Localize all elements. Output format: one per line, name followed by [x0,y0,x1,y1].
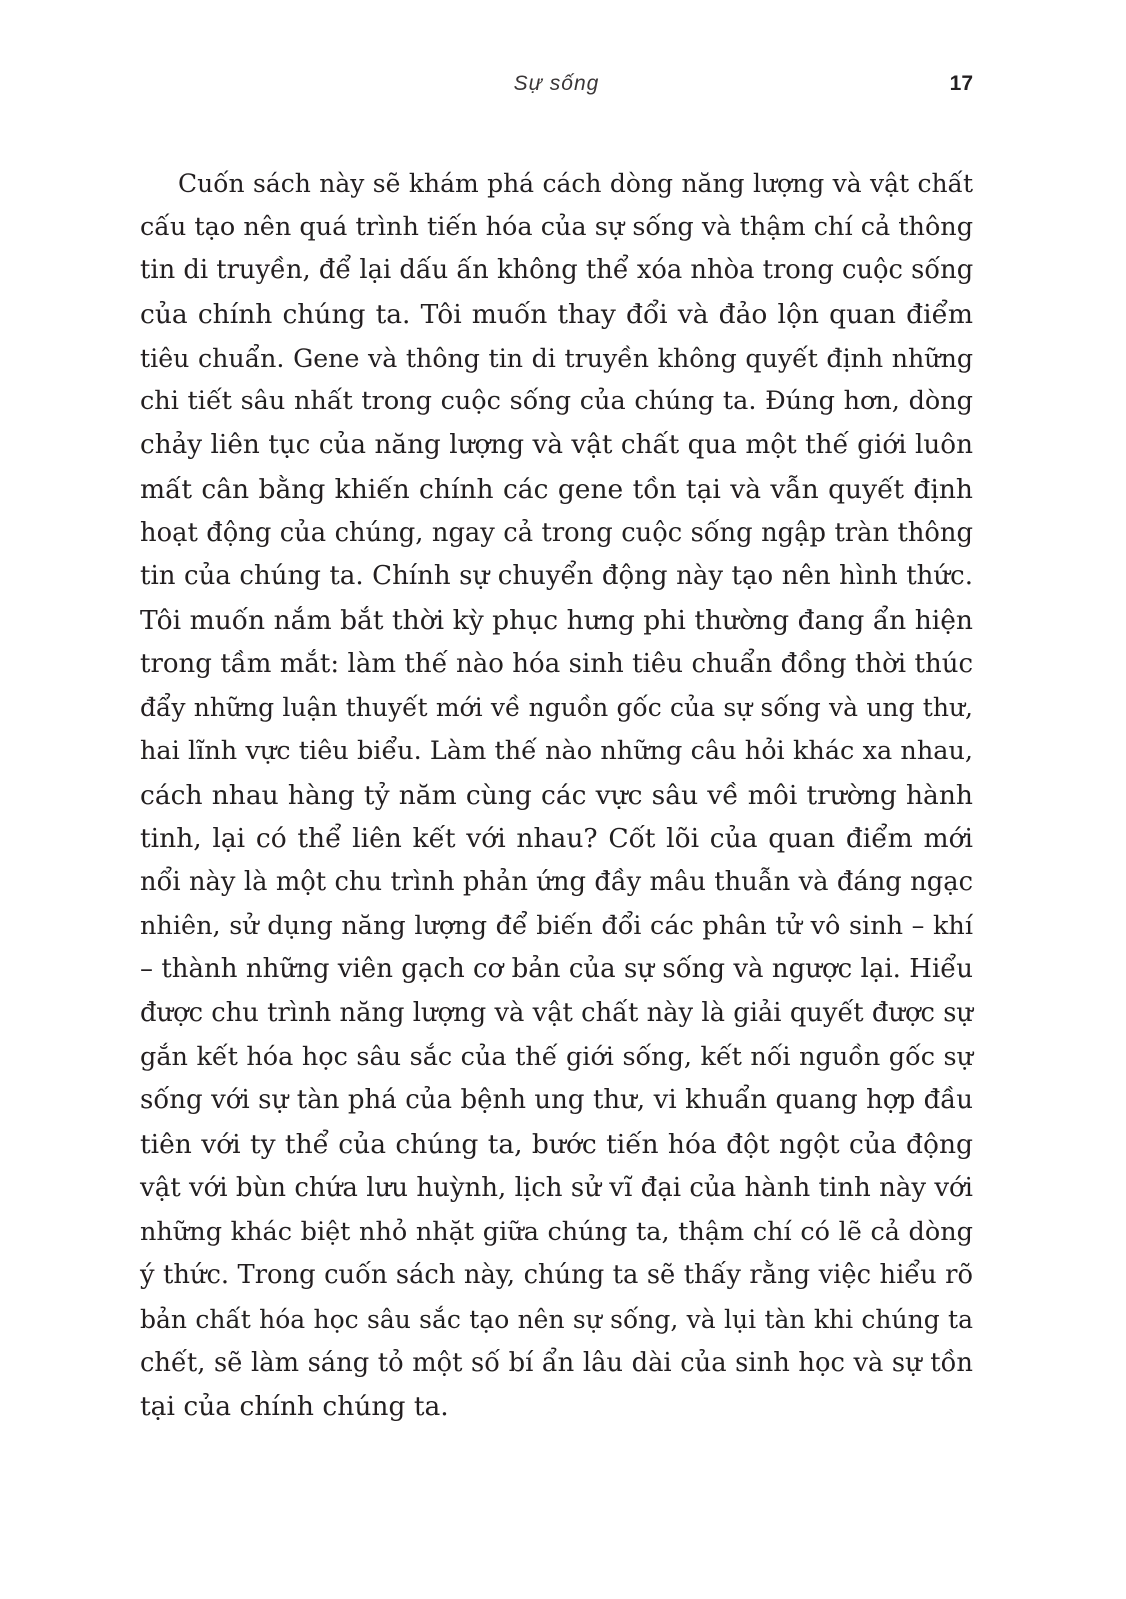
text-line: tinh, lại có thể liên kết với nhau? Cốt lõi của quan điểm mới [140,823,973,855]
text-line: những khác biệt nhỏ nhặt giữa chúng ta, thậm chí có lẽ cả dòng [140,1216,973,1247]
text-line: mất cân bằng khiến chính các gene tồn tại và vẫn quyết định [140,473,973,505]
text-line: hoạt động của chúng, ngay cả trong cuộc sống ngập tràn thông [140,517,973,548]
text-line: chảy liên tục của năng lượng và vật chất qua một thế giới luôn [140,430,973,461]
text-line: của chính chúng ta. Tôi muốn thay đổi và đảo lộn quan điểm [140,299,973,331]
text-line: Cuốn sách này sẽ khám phá cách dòng năng lượng và vật chất [178,169,973,198]
text-line: cấu tạo nên quá trình tiến hóa của sự sống và thậm chí cả thông [140,211,974,242]
text-line: chi tiết sâu nhất trong cuộc sống của chúng ta. Đúng hơn, dòng [140,386,973,417]
text-line: vật với bùn chứa lưu huỳnh, lịch sử vĩ đại của hành tinh này với [140,1172,973,1203]
text-line: Tôi muốn nắm bắt thời kỳ phục hưng phi thường đang ẩn hiện [140,604,973,636]
text-line: tiêu chuẩn. Gene và thông tin di truyền không quyết định những [140,343,973,373]
text-line: tin di truyền, để lại dấu ấn không thể xóa nhòa trong cuộc sống [140,255,974,286]
text-line: tại của chính chúng ta. [140,1391,449,1423]
text-line: tin của chúng ta. Chính sự chuyển động này tạo nên hình thức. [140,561,973,592]
text-line: nhiên, sử dụng năng lượng để biến đổi các phân tử vô sinh – khí [140,910,973,941]
text-line: ý thức. Trong cuốn sách này, chúng ta sẽ thấy rằng việc hiểu rõ [140,1260,973,1291]
text-line: hai lĩnh vực tiêu biểu. Làm thế nào những câu hỏi khác xa nhau, [140,735,973,766]
chapter-title: Sự sống [513,72,600,95]
text-line: bản chất hóa học sâu sắc tạo nên sự sống, và lụi tàn khi chúng ta [140,1304,973,1334]
text-line: chết, sẽ làm sáng tỏ một số bí ẩn lâu dài của sinh học và sự tồn [140,1347,973,1378]
body-paragraph [140,162,973,1429]
text-line: sống với sự tàn phá của bệnh ung thư, vi khuẩn quang hợp đầu [140,1085,973,1116]
text-line: trong tầm mắt: làm thế nào hóa sinh tiêu chuẩn đồng thời thúc [140,648,973,679]
running-header [140,72,973,102]
text-line: đẩy những luận thuyết mới về nguồn gốc của sự sống và ung thư, [140,693,973,723]
text-line: gắn kết hóa học sâu sắc của thế giới sống, kết nối nguồn gốc sự [140,1041,973,1072]
page-number: 17 [949,72,973,95]
text-line: tiên với ty thể của chúng ta, bước tiến hóa đột ngột của động [140,1129,973,1161]
text-line: nổi này là một chu trình phản ứng đầy mâu thuẫn và đáng ngạc [140,867,973,897]
text-line: được chu trình năng lượng và vật chất này là giải quyết được sự [140,998,973,1029]
text-line: cách nhau hàng tỷ năm cùng các vực sâu về môi trường hành [140,779,973,811]
text-line: – thành những viên gạch cơ bản của sự sống và ngược lại. Hiểu [140,954,973,985]
